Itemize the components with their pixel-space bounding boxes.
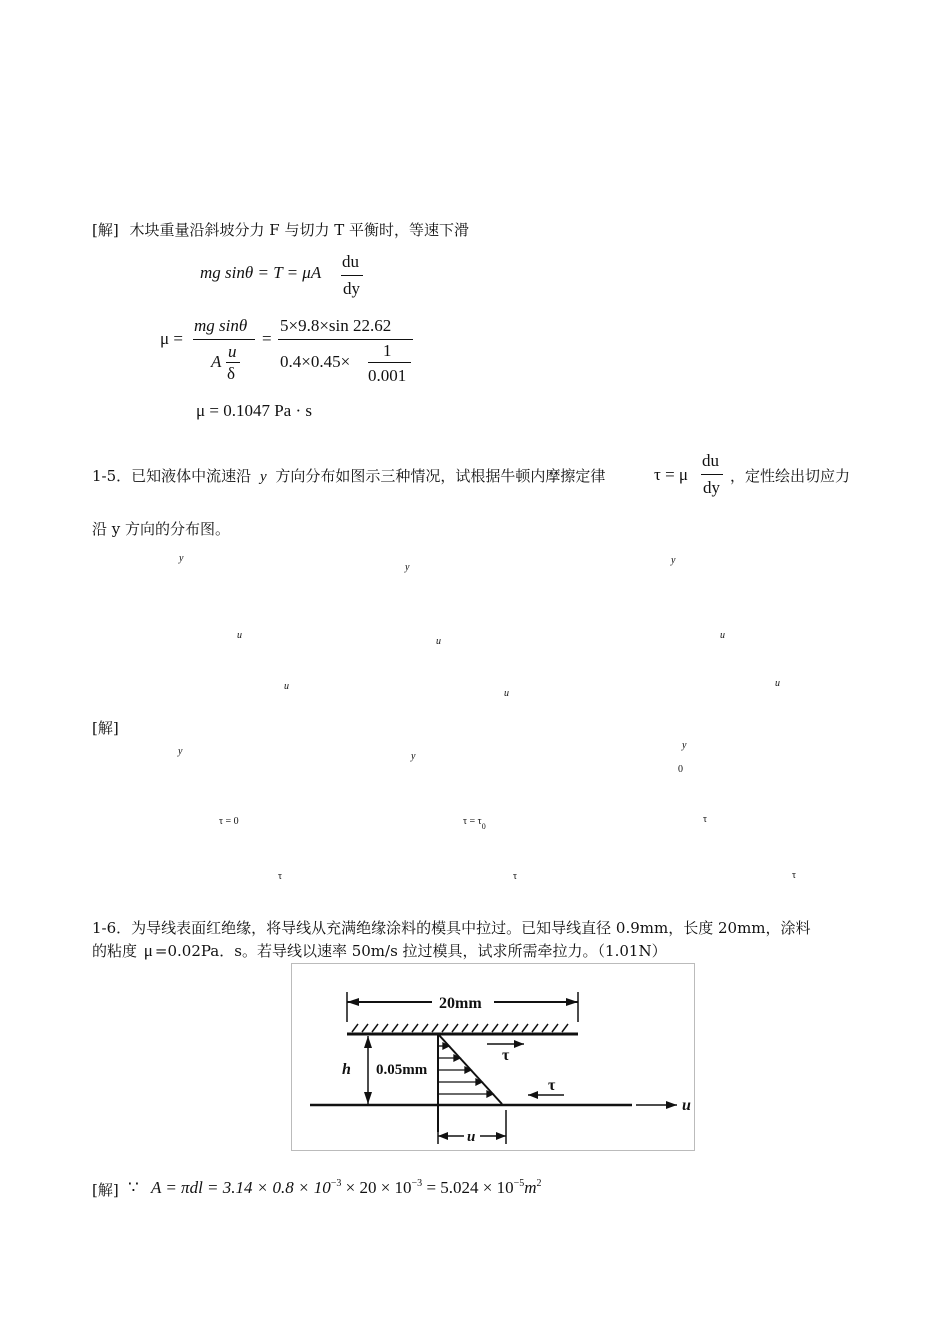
eq2-inner-bar: [368, 362, 411, 363]
tau-formula: τ = μ: [654, 465, 689, 484]
u-right-label: u: [682, 1097, 691, 1114]
problem-1-5-line2: 沿 y 方向的分布图。: [92, 520, 231, 538]
sol15-y-label-1: y: [178, 746, 183, 757]
fig15-u-label-2: u: [436, 636, 441, 647]
eq2-fraction-bar-u: [226, 362, 240, 363]
problem-1-5-line1-end: ，定性绘出切应力: [730, 467, 851, 485]
tau-bottom-label: τ: [548, 1077, 556, 1094]
eq2-inner-den: 0.001: [368, 366, 407, 385]
eq2-den-delta: δ: [227, 364, 236, 383]
solution-1-6-label: [解]: [92, 1181, 119, 1199]
eq2-equals: =: [262, 329, 272, 348]
solution-text: 木块重量沿斜坡分力 F 与切力 T 平衡时，等速下滑: [129, 221, 469, 239]
gap-label: 0.05mm: [376, 1062, 428, 1078]
sol15-tau-axis-1: τ: [278, 871, 283, 882]
area-equation: $A = \pi dl = 3.14 \times 0.8 \times 10^{-3} \times 20 \times 10^{-3} = 5.024 \times 10^{-5}m^2$: [151, 1178, 542, 1197]
eq2-den-u: u: [228, 342, 237, 361]
fig15-u-label-5: u: [504, 688, 509, 699]
sol15-tau-tau0: $\tau = \tau_0$: [463, 816, 486, 831]
h-label: h: [342, 1061, 351, 1078]
solution-1-5-label: [解]: [92, 719, 119, 737]
tau-top-label: τ: [502, 1047, 510, 1064]
solution-label: [解]: [92, 221, 119, 239]
die-coating-figure: [291, 963, 695, 1151]
die-coating-diagram: [292, 964, 694, 1150]
fig15-u-label-1: u: [237, 630, 242, 641]
tau-fraction-bar: [701, 474, 723, 475]
eq2-den2: 0.4×0.45×: [280, 352, 351, 371]
sol15-tau-zero: τ = 0: [219, 816, 239, 827]
fig15-u-label-6: u: [775, 678, 780, 689]
tau-denominator: dy: [703, 478, 720, 497]
fig15-y-label-3: y: [671, 555, 676, 566]
eq3-result: μ = 0.1047 Pa · s: [196, 401, 312, 420]
length-label: 20mm: [439, 995, 482, 1012]
sol15-zero: 0: [678, 764, 683, 775]
sol15-y-label-2: y: [411, 751, 416, 762]
eq1-denominator: dy: [343, 279, 360, 298]
problem-1-5-line1: 1-5．已知液体中流速沿 y 方向分布如图示三种情况，试根据牛顿内摩擦定律: [92, 467, 606, 485]
eq1-fraction-bar: [341, 275, 363, 276]
problem-1-6-line1: 1-6．为导线表面红绝缘，将导线从充满绝缘涂料的模具中拉过。已知导线直径 0.9mm，长度 20mm，涂料: [92, 919, 811, 937]
sol15-tau-axis-3: τ: [792, 870, 797, 881]
equation-force-balance: mg sinθ = T = μA: [200, 263, 322, 282]
u-bottom-label: u: [467, 1129, 476, 1145]
sol15-tau-axis-2: τ: [513, 871, 518, 882]
eq1-numerator: du: [342, 252, 359, 271]
fig15-y-label-2: y: [405, 562, 410, 573]
fig15-y-label-1: y: [179, 553, 184, 564]
eq2-num1: mg sinθ: [194, 316, 248, 335]
problem-1-6-line2: 的粘度 μ =0.02Pa．s。若导线以速率 50m/s 拉过模具，试求所需牵拉力。（1.01N）: [92, 941, 667, 960]
solution-paragraph-1: [92, 219, 469, 240]
fig15-u-label-3: u: [720, 630, 725, 641]
because-symbol: ∵: [128, 1178, 139, 1197]
tau-numerator: du: [702, 451, 719, 470]
eq2-mu: μ =: [160, 329, 183, 348]
sol15-y-label-3: y: [682, 740, 687, 751]
sol15-tau-top: τ: [703, 814, 708, 825]
eq2-den-a: A: [211, 352, 222, 371]
eq2-inner-num: 1: [383, 341, 392, 360]
eq2-fraction-bar-1: [193, 339, 255, 340]
fig15-u-label-4: u: [284, 681, 289, 692]
eq2-num2: 5×9.8×sin 22.62: [280, 316, 392, 335]
eq2-fraction-bar-2: [278, 339, 413, 340]
